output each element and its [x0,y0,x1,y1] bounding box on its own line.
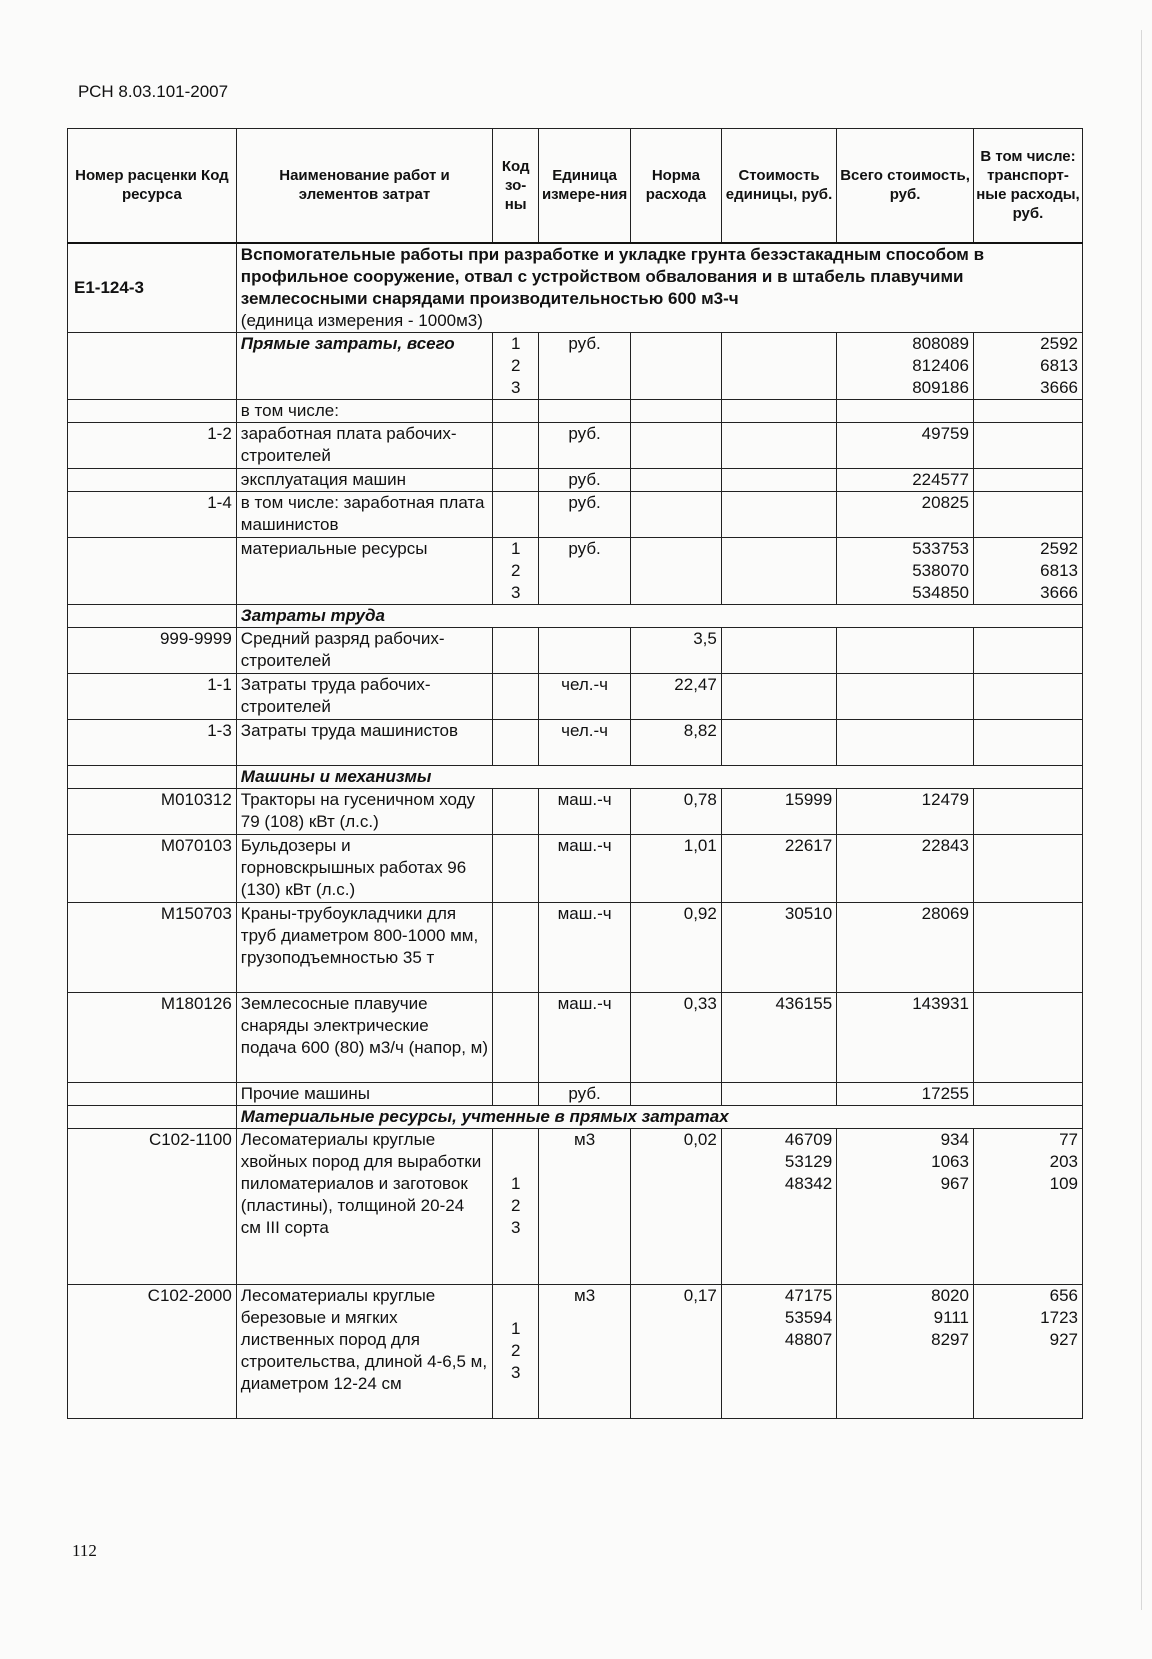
transport-value: 656 [1049,1285,1078,1305]
transport-value: 77 [1059,1129,1078,1149]
table-header-row [68,129,1083,243]
total-value: 808089 [912,333,969,353]
zone: 2 [510,355,521,375]
unit: чел.-ч [539,719,631,765]
section-row-labor [68,604,1083,627]
materials-cost-row [68,537,1083,604]
cost-item-name: материальные ресурсы [236,537,492,604]
wage-row [68,422,1083,468]
resource-code: 1-2 [68,422,237,468]
unit: маш.-ч [539,902,631,992]
total-value: 143931 [837,992,974,1082]
section-row-machines [68,765,1083,788]
zone: 1 [510,1319,521,1338]
unit: руб. [539,332,631,399]
col-header-zone: Код зо-ны [493,129,539,243]
direct-costs-row [68,332,1083,399]
resource-name: Средний разряд рабочих-строителей [236,627,492,673]
machine-row [68,992,1083,1082]
total-value: 967 [940,1173,969,1193]
total-value: 20825 [837,491,974,537]
col-header-transport: В том числе: транспорт-ные расходы, руб. [973,129,1082,243]
unit: руб. [539,491,631,537]
resource-name: Бульдозеры и горновскрышных работах 96 (130) кВт (л.с.) [236,834,492,902]
col-header-name: Наименование работ и элементов затрат [236,129,492,243]
material-row [68,1284,1083,1418]
zone: 3 [510,1363,521,1382]
unit-price: 47175 [784,1285,833,1305]
norm-value: 0,02 [631,1128,722,1284]
zone: 2 [510,560,521,580]
rate-title: Вспомогательные работы при разработке и укладке грунта безэстакадным способом в профильное сооружение, отвал с устройством обвалования и в штабель плавучими землесосными снарядами производительностью 600 м3-ч [240,244,985,308]
total-value: 812406 [912,355,969,375]
page-number: 112 [72,1541,97,1560]
transport-value: 3666 [1040,377,1078,397]
resource-name: Лесоматериалы круглые хвойных пород для выработки пиломатериалов и заготовок (пластины), толщиной 20-24 см III сорта [236,1128,492,1284]
resource-code: М180126 [68,992,237,1082]
zone: 1 [510,538,521,558]
total-value: 8297 [931,1329,969,1349]
cost-item-name: эксплуатация машин [236,468,492,491]
resource-name: Тракторы на гусеничном ходу 79 (108) кВт (л.с.) [236,788,492,834]
resource-name: Землесосные плавучие снаряды электрические подача 600 (80) м3/ч (напор, м) [236,992,492,1082]
unit: чел.-ч [539,673,631,719]
total-value: 12479 [837,788,974,834]
section-title-machines: Машины и механизмы [236,765,1082,788]
rate-code: Е1-124-3 [68,243,237,333]
resource-code: 1-1 [68,673,237,719]
section-row-materials [68,1105,1083,1128]
other-machines-row [68,1082,1083,1105]
total-value: 9111 [933,1307,969,1327]
unit-price: 53594 [784,1307,833,1327]
labor-row [68,627,1083,673]
transport-value: 109 [1049,1173,1078,1193]
total-value: 17255 [837,1082,974,1105]
resource-code: М010312 [68,788,237,834]
norm-value: 0,33 [631,992,722,1082]
unit: руб. [539,468,631,491]
transport-value: 6813 [1040,560,1078,580]
transport-value: 6813 [1040,355,1078,375]
zone: 3 [510,582,521,602]
rate-unit-note: (единица измерения - 1000м3) [240,310,483,330]
norm-value: 22,47 [631,673,722,719]
resource-name: Прочие машины [236,1082,492,1105]
unit: м3 [539,1284,631,1418]
cost-item-name: заработная плата рабочих-строителей [236,422,492,468]
transport-value: 2592 [1040,333,1078,353]
rates-table [67,128,1083,1419]
col-header-unit-price: Стоимость единицы, руб. [721,129,836,243]
zone: 1 [510,333,521,353]
total-value: 8020 [931,1285,969,1305]
norm-value: 0,78 [631,788,722,834]
resource-name: Затраты труда машинистов [236,719,492,765]
unit-price: 30510 [721,902,836,992]
resource-name: Краны-трубоукладчики для труб диаметром 800-1000 мм, грузоподъемностью 35 т [236,902,492,992]
unit: руб. [539,537,631,604]
including-label: в том числе: [236,399,492,422]
unit-price: 436155 [721,992,836,1082]
unit: руб. [539,1082,631,1105]
resource-code: 1-3 [68,719,237,765]
total-value: 224577 [837,468,974,491]
machine-row [68,902,1083,992]
col-header-unit: Единица измере-ния [539,129,631,243]
unit: маш.-ч [539,992,631,1082]
rate-title-row [68,243,1083,333]
transport-value: 203 [1049,1151,1078,1171]
resource-code: М150703 [68,902,237,992]
unit-price: 22617 [721,834,836,902]
unit: маш.-ч [539,834,631,902]
total-value: 22843 [837,834,974,902]
unit: руб. [539,422,631,468]
total-value: 1063 [931,1151,969,1171]
labor-row [68,673,1083,719]
transport-value: 3666 [1040,582,1078,602]
norm-value: 8,82 [631,719,722,765]
scan-edge-line [1141,30,1142,1610]
norm-value: 3,5 [631,627,722,673]
norm-value: 1,01 [631,834,722,902]
zone: 1 [510,1174,521,1193]
col-header-code: Номер расценки Код ресурса [68,129,237,243]
resource-code: М070103 [68,834,237,902]
total-value: 49759 [837,422,974,468]
cost-item-name: в том числе: заработная плата машинистов [236,491,492,537]
unit [539,627,631,673]
resource-name: Затраты труда рабочих-строителей [236,673,492,719]
unit-price: 48807 [784,1329,833,1349]
unit-price: 53129 [784,1151,833,1171]
col-header-total: Всего стоимость, руб. [837,129,974,243]
material-row [68,1128,1083,1284]
total-value: 533753 [912,538,969,558]
machine-row [68,788,1083,834]
resource-name: Лесоматериалы круглые березовые и мягких лиственных пород для строительства, длиной 4-6,5 м, диаметром 12-24 см [236,1284,492,1418]
norm-value: 0,17 [631,1284,722,1418]
total-value: 934 [940,1129,969,1149]
direct-costs-label: Прямые затраты, всего [236,332,492,399]
resource-code: С102-1100 [68,1128,237,1284]
machines-cost-row [68,468,1083,491]
including-row [68,399,1083,422]
total-value: 538070 [912,560,969,580]
zone: 2 [510,1341,521,1360]
unit: маш.-ч [539,788,631,834]
unit: м3 [539,1128,631,1284]
unit-price: 46709 [784,1129,833,1149]
zone: 3 [510,1218,521,1237]
col-header-norm: Норма расхода [631,129,722,243]
resource-code: 999-9999 [68,627,237,673]
transport-value: 1723 [1040,1307,1078,1327]
transport-value: 2592 [1040,538,1078,558]
norm-value: 0,92 [631,902,722,992]
unit-price: 15999 [721,788,836,834]
total-value: 809186 [912,377,969,397]
document-code: РСН 8.03.101-2007 [78,82,229,101]
unit-price: 48342 [784,1173,833,1193]
zone: 3 [510,377,521,397]
machine-row [68,834,1083,902]
total-value: 28069 [837,902,974,992]
resource-code: 1-4 [68,491,237,537]
section-title-materials: Материальные ресурсы, учтенные в прямых затратах [236,1105,1082,1128]
zone: 2 [510,1196,521,1215]
labor-row [68,719,1083,765]
machinist-wage-row [68,491,1083,537]
rate-title-cell [236,243,1082,333]
section-title-labor: Затраты труда [236,604,1082,627]
resource-code: С102-2000 [68,1284,237,1418]
total-value: 534850 [912,582,969,602]
transport-value: 927 [1049,1329,1078,1349]
